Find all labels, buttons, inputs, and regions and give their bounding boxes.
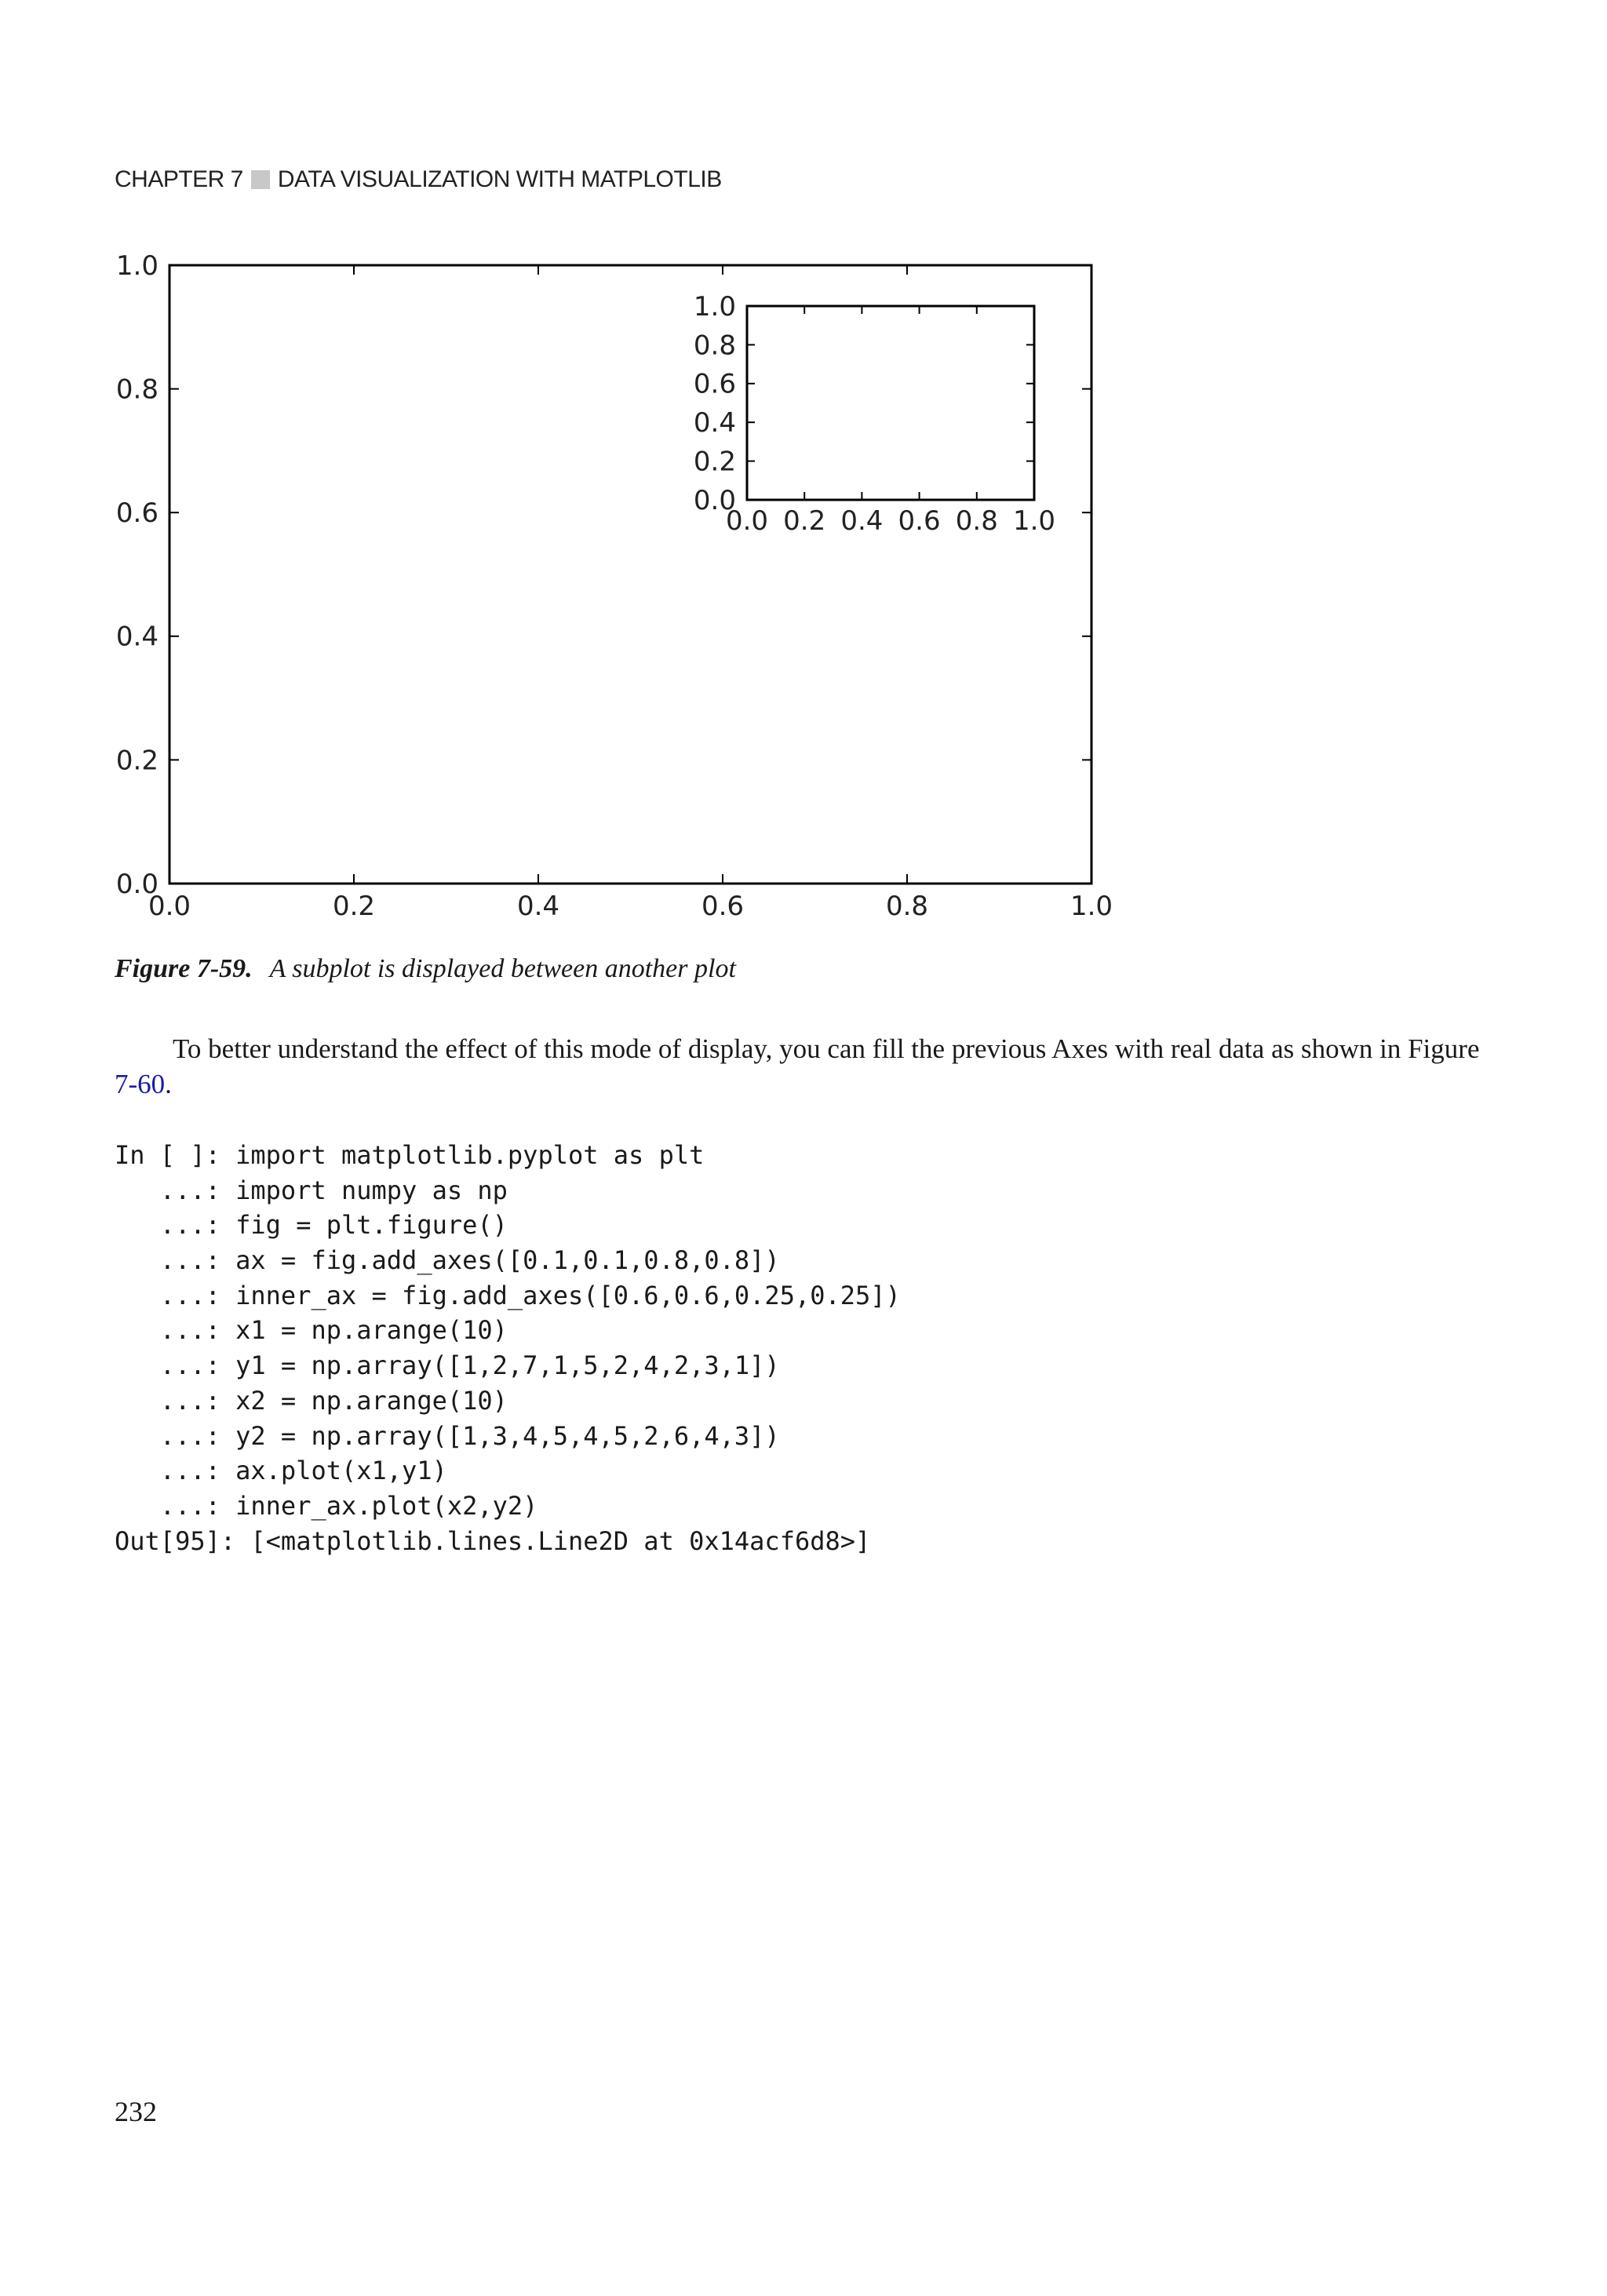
- x-tick-label: 0.6: [898, 505, 941, 537]
- x-tick-label: 0.0: [725, 505, 769, 537]
- caption-label: Figure 7-59.: [115, 954, 253, 983]
- axes-frame: [169, 265, 1091, 884]
- y-tick-label: 0.8: [693, 330, 736, 362]
- code-line: ...: x2 = np.arange(10): [115, 1385, 508, 1416]
- square-separator-icon: [251, 170, 270, 189]
- x-tick-label: 0.0: [148, 891, 191, 922]
- y-tick-label: 0.0: [693, 484, 736, 516]
- y-tick-label: 0.6: [115, 497, 159, 530]
- code-line: ...: x1 = np.arange(10): [115, 1315, 508, 1346]
- x-tick-label: 0.2: [783, 505, 826, 537]
- code-line: ...: y2 = np.array([1,3,4,5,4,5,2,6,4,3]): [115, 1420, 780, 1451]
- code-line: ...: inner_ax = fig.add_axes([0.6,0.6,0.25,0.25]): [115, 1280, 901, 1310]
- code-line: ...: ax = fig.add_axes([0.1,0.1,0.8,0.8]): [115, 1245, 780, 1276]
- main-axes: [116, 250, 1113, 922]
- x-tick-label: 0.8: [885, 891, 929, 922]
- y-tick-label: 1.0: [115, 250, 159, 282]
- paragraph-text: To better understand the effect of this mode of display, you can fill the previous Axes with real data as shown in Figure: [173, 1033, 1480, 1064]
- body-paragraph: [115, 1031, 1496, 1102]
- code-line: Out[95]: [<matplotlib.lines.Line2D at 0x14acf6d8>]: [115, 1525, 871, 1556]
- running-head: [115, 166, 722, 193]
- code-line: ...: import numpy as np: [115, 1175, 508, 1205]
- paragraph-end: .: [165, 1069, 172, 1099]
- y-tick-label: 0.0: [115, 868, 159, 900]
- figure-link[interactable]: 7-60: [115, 1069, 166, 1099]
- code-line: ...: fig = plt.figure(): [115, 1210, 508, 1241]
- code-line: ...: inner_ax.plot(x2,y2): [115, 1490, 538, 1521]
- figure-caption: [115, 954, 736, 984]
- inner-axes: [694, 291, 1055, 537]
- y-tick-label: 0.2: [115, 745, 159, 777]
- x-tick-label: 0.8: [955, 505, 998, 537]
- code-line: ...: y1 = np.array([1,2,7,1,5,2,4,2,3,1]): [115, 1350, 780, 1381]
- code-block: [115, 1138, 901, 1558]
- x-tick-label: 0.6: [701, 891, 745, 922]
- chapter-label: CHAPTER 7: [115, 166, 243, 192]
- y-tick-label: 0.8: [115, 374, 159, 406]
- y-tick-label: 0.6: [693, 368, 736, 400]
- y-tick-label: 0.4: [693, 407, 736, 439]
- figure-7-59-plot: [110, 243, 1114, 934]
- y-tick-label: 0.4: [115, 621, 159, 653]
- caption-text: A subplot is displayed between another plot: [269, 954, 736, 983]
- chapter-title: DATA VISUALIZATION WITH MATPLOTLIB: [277, 166, 722, 192]
- code-line: In [ ]: import matplotlib.pyplot as plt: [115, 1140, 705, 1170]
- y-tick-label: 0.2: [693, 446, 736, 478]
- x-tick-label: 0.4: [840, 505, 884, 537]
- code-line: ...: ax.plot(x1,y1): [115, 1456, 447, 1486]
- x-tick-label: 1.0: [1012, 505, 1056, 537]
- x-tick-label: 0.4: [516, 891, 560, 922]
- x-tick-label: 1.0: [1070, 891, 1113, 922]
- page-number: 232: [115, 2096, 157, 2127]
- y-tick-label: 1.0: [693, 290, 736, 323]
- axes-frame: [747, 306, 1034, 500]
- x-tick-label: 0.2: [332, 891, 376, 922]
